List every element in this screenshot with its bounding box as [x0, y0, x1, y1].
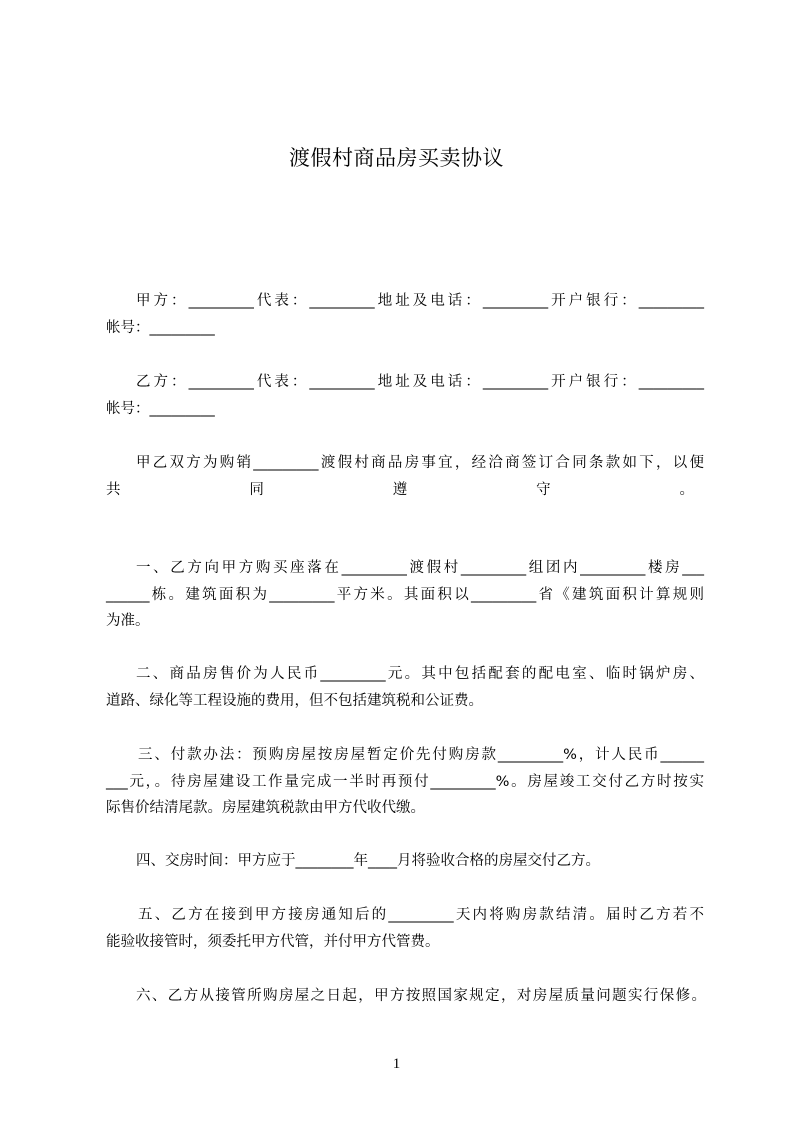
- clause-1-line-3: 为准。: [106, 613, 150, 629]
- page-number: 1: [392, 1056, 401, 1072]
- preamble-line-2: [106, 480, 694, 500]
- clause-1-line-2: ______栋。建筑面积为_________平方米。其面积以_________省《建筑面积计算规则: [106, 587, 704, 603]
- document-title: 渡假村商品房买卖协议: [289, 146, 504, 170]
- party-b-line-1: 乙方：_________代表：_________地址及电话：_________开户银行：_________: [136, 374, 704, 390]
- clause-4-line-1: 四、交房时间：甲方应于________年____月将验收合格的房屋交付乙方。: [136, 853, 600, 869]
- preamble-char: 共: [106, 482, 121, 498]
- party-a-line-2: 帐号：_________: [106, 320, 215, 336]
- preamble-char: 同: [249, 482, 264, 498]
- clause-3-line-2: ___元，。待房屋建设工作量完成一半时再预付_________%。房屋竣工交付乙方时按实: [106, 774, 704, 790]
- clause-2-line-1: 二、商品房售价为人民币_________元。其中包括配套的配电室、临时锅炉房、: [136, 666, 704, 682]
- clause-2-line-2: 道路、绿化等工程设施的费用，但不包括建筑税和公证费。: [106, 693, 483, 709]
- preamble-char: 守: [536, 482, 551, 498]
- party-b-line-2: 帐号：_________: [106, 401, 215, 417]
- clause-1-line-1: 一、乙方向甲方购买座落在_________渡假村_________组团内_________楼房___: [136, 560, 704, 576]
- preamble-char: 遵: [392, 482, 408, 498]
- clause-3-line-3: 际售价结清尾款。房屋建筑税款由甲方代收代缴。: [106, 800, 425, 816]
- party-a-line-1: 甲方：_________代表：_________地址及电话：_________开户银行：_________: [136, 293, 704, 309]
- clause-5-line-2: 能验收接管时，须委托甲方代管，并付甲方代管费。: [106, 934, 440, 950]
- clause-5-line-1: 五、乙方在接到甲方接房通知后的_________天内将购房款结清。届时乙方若不: [138, 907, 704, 923]
- clause-6-line-1: 六、乙方从接管所购房屋之日起，甲方按照国家规定，对房屋质量问题实行保修。: [136, 988, 706, 1004]
- preamble-line-1: 甲乙双方为购销_________渡假村商品房事宜，经洽商签订合同条款如下，以便: [136, 455, 704, 471]
- preamble-char: 。: [679, 482, 694, 498]
- clause-3-line-1: 三、付款办法：预购房屋按房屋暂定价先付购房款_________%，计人民币______: [138, 747, 704, 763]
